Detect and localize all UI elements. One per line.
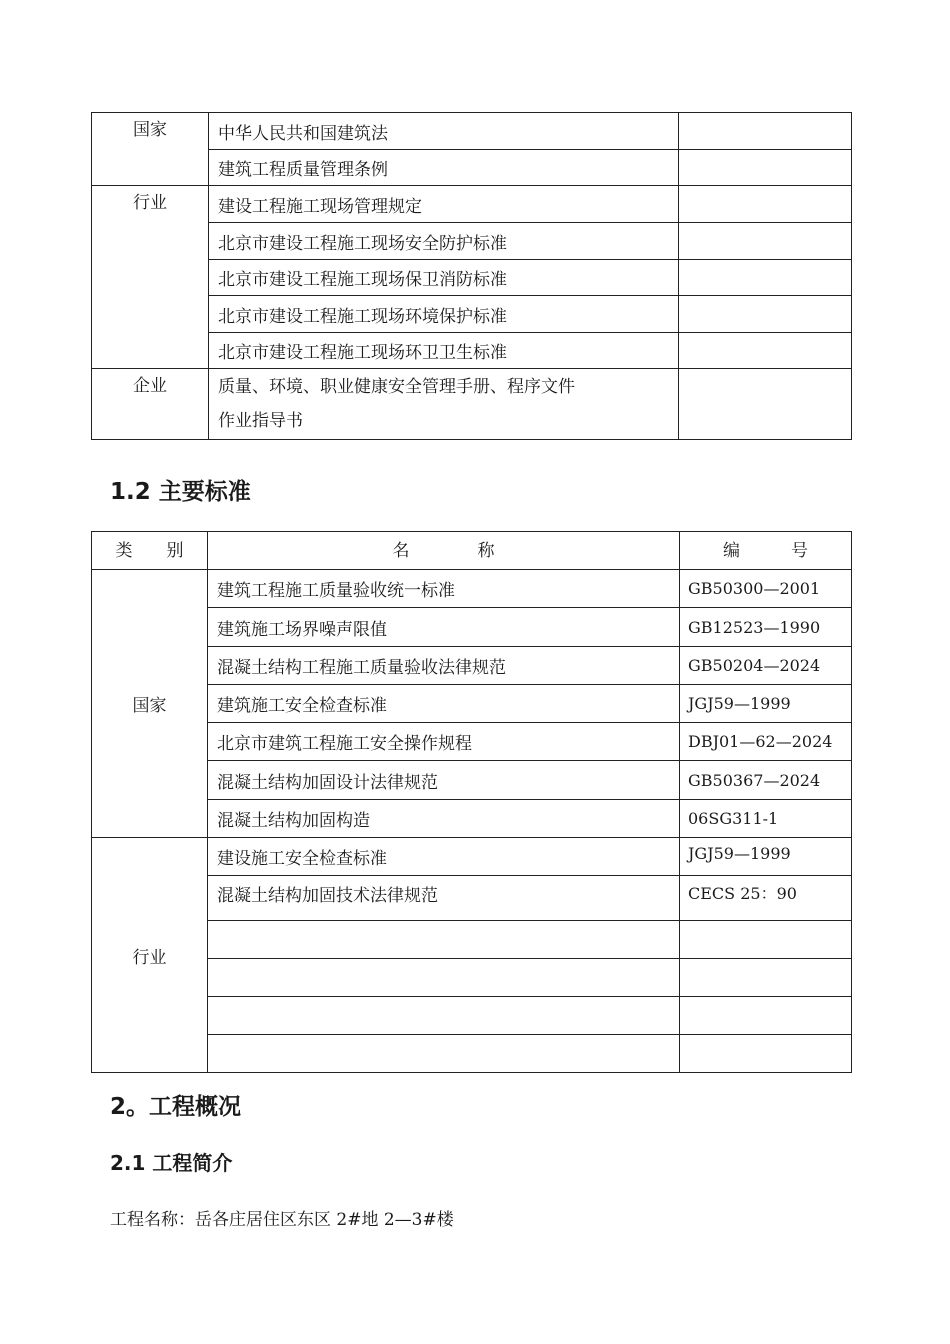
empty-cell bbox=[679, 296, 852, 333]
regulation-line: 作业指导书 bbox=[218, 411, 303, 431]
standard-code: DBJ01—62—2024 bbox=[680, 723, 852, 761]
standard-name bbox=[208, 997, 680, 1035]
standard-code bbox=[680, 959, 852, 997]
standard-name bbox=[208, 1035, 680, 1073]
category-cell: 国家 bbox=[92, 113, 209, 186]
standard-name: 建筑工程施工质量验收统一标准 bbox=[208, 570, 680, 608]
regulation-line: 质量、环境、职业健康安全管理手册、程序文件 bbox=[218, 377, 575, 397]
header-category: 类 别 bbox=[92, 532, 208, 570]
standard-code: GB50367—2024 bbox=[680, 761, 852, 800]
table-row bbox=[92, 113, 852, 150]
section-title: 2。工程概况 bbox=[110, 1094, 242, 1120]
empty-cell bbox=[679, 260, 852, 296]
standard-name: 混凝土结构加固技术法律规范 bbox=[208, 876, 680, 921]
standard-name bbox=[208, 921, 680, 959]
table-header-row bbox=[92, 532, 852, 570]
project-name-line: 工程名称：岳各庄居住区东区 2#地 2—3#楼 bbox=[110, 1210, 454, 1230]
standard-code: CECS 25：90 bbox=[680, 876, 852, 921]
category-cell: 行业 bbox=[92, 838, 208, 1073]
standard-code: GB50204—2024 bbox=[680, 647, 852, 685]
table-row bbox=[92, 186, 852, 223]
regulation-name: 北京市建设工程施工现场环境保护标准 bbox=[209, 296, 679, 333]
standard-name bbox=[208, 959, 680, 997]
empty-cell bbox=[679, 150, 852, 186]
standard-name: 混凝土结构加固构造 bbox=[208, 800, 680, 838]
category-cell: 国家 bbox=[92, 570, 208, 838]
empty-cell bbox=[679, 113, 852, 150]
regulation-name: 北京市建设工程施工现场保卫消防标准 bbox=[209, 260, 679, 296]
category-cell: 企业 bbox=[92, 369, 209, 440]
empty-cell bbox=[679, 186, 852, 223]
standard-name: 混凝土结构加固设计法律规范 bbox=[208, 761, 680, 800]
table-row bbox=[92, 570, 852, 608]
standard-name: 建设施工安全检查标准 bbox=[208, 838, 680, 876]
regulation-name: 中华人民共和国建筑法 bbox=[209, 113, 679, 150]
table-row bbox=[92, 838, 852, 876]
regulation-name: 北京市建设工程施工现场安全防护标准 bbox=[209, 223, 679, 260]
standard-name: 建筑施工安全检查标准 bbox=[208, 685, 680, 723]
standard-code: JGJ59—1999 bbox=[680, 838, 852, 876]
subsection-title: 2.1 工程简介 bbox=[110, 1151, 233, 1175]
section-title: 1.2 主要标准 bbox=[110, 479, 251, 505]
regulations-table bbox=[91, 112, 852, 440]
category-cell: 行业 bbox=[92, 186, 209, 369]
standard-name: 北京市建筑工程施工安全操作规程 bbox=[208, 723, 680, 761]
empty-cell bbox=[679, 369, 852, 440]
standard-name: 混凝土结构工程施工质量验收法律规范 bbox=[208, 647, 680, 685]
regulation-name: 建设工程施工现场管理规定 bbox=[209, 186, 679, 223]
regulation-name: 建筑工程质量管理条例 bbox=[209, 150, 679, 186]
standard-code: JGJ59—1999 bbox=[680, 685, 852, 723]
standard-code bbox=[680, 997, 852, 1035]
standard-code bbox=[680, 1035, 852, 1073]
standard-code: 06SG311-1 bbox=[680, 800, 852, 838]
standard-code bbox=[680, 921, 852, 959]
standard-code: GB50300—2001 bbox=[680, 570, 852, 608]
header-name: 名 称 bbox=[208, 532, 680, 570]
regulation-name: 北京市建设工程施工现场环卫卫生标准 bbox=[209, 333, 679, 369]
header-code: 编 号 bbox=[680, 532, 852, 570]
regulation-name bbox=[209, 369, 679, 440]
table-row bbox=[92, 369, 852, 440]
standard-name: 建筑施工场界噪声限值 bbox=[208, 608, 680, 647]
empty-cell bbox=[679, 333, 852, 369]
standards-table bbox=[91, 531, 852, 1073]
empty-cell bbox=[679, 223, 852, 260]
standard-code: GB12523—1990 bbox=[680, 608, 852, 647]
